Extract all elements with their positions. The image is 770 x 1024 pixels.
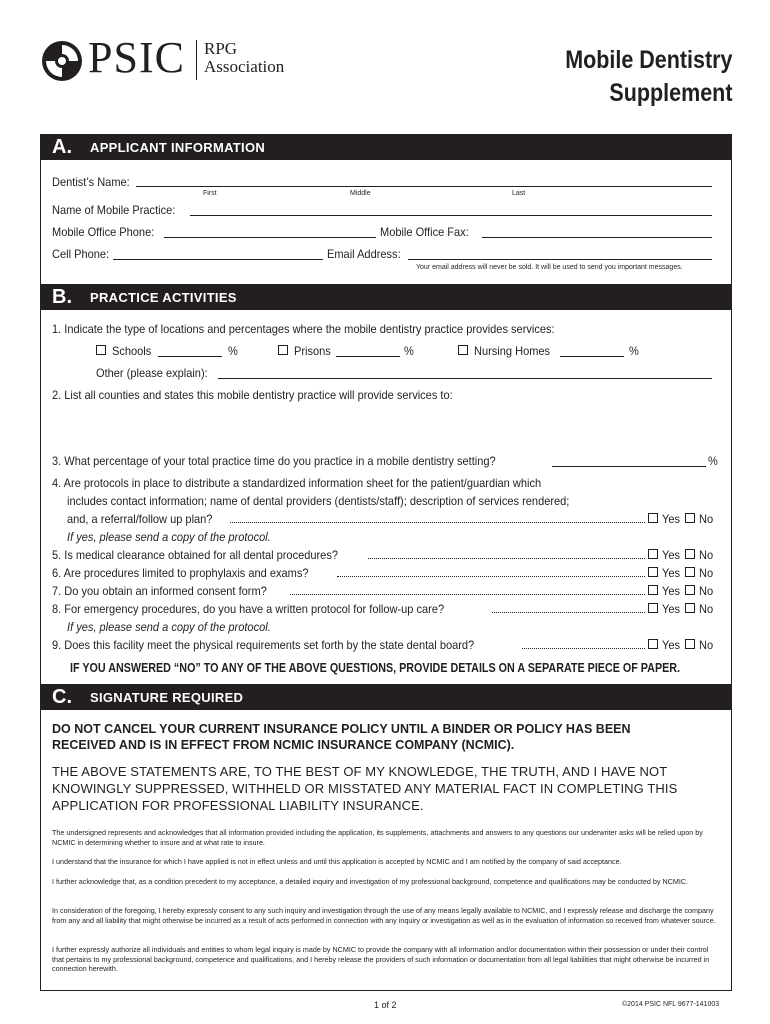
cell-phone-field[interactable]: [113, 259, 323, 260]
question-2: 2. List all counties and states this mobile dentistry practice will provide services to:: [52, 388, 453, 402]
q5-yes-label: Yes: [662, 548, 681, 562]
brand-name: PSIC: [88, 33, 185, 82]
q8-no-label: No: [699, 602, 714, 616]
question-6-leader: [337, 576, 645, 577]
dentist-name-label: Dentist’s Name:: [52, 175, 130, 189]
first-name-caption: First: [203, 190, 217, 197]
brand-divider: [196, 40, 197, 80]
schools-label: Schools: [112, 344, 152, 358]
section-b-letter: B.: [52, 286, 72, 308]
q4-no-checkbox[interactable]: [685, 513, 695, 523]
question-4-line1: 4. Are protocols in place to distribute a standardized information sheet for the patient/guardian which: [52, 476, 542, 490]
prisons-label: Prisons: [294, 344, 331, 358]
q6-no-label: No: [699, 566, 714, 580]
nursing-homes-percent-field[interactable]: [560, 356, 624, 357]
last-name-caption: Last: [512, 190, 526, 197]
q6-yes-label: Yes: [662, 566, 681, 580]
question-4-line3: and, a referral/follow up plan?: [67, 512, 213, 526]
practice-name-label: Name of Mobile Practice:: [52, 203, 176, 217]
question-8: 8. For emergency procedures, do you have a written protocol for follow-up care?: [52, 602, 445, 616]
prisons-percent-sign: %: [404, 344, 414, 358]
nursing-homes-checkbox[interactable]: [458, 345, 468, 355]
q7-no-label: No: [699, 584, 714, 598]
brand-subtitle: [204, 40, 284, 76]
schools-checkbox[interactable]: [96, 345, 106, 355]
middle-name-caption: Middle: [350, 190, 371, 197]
title-line1: Mobile Dentistry: [564, 46, 732, 74]
q5-no-checkbox[interactable]: [685, 549, 695, 559]
office-phone-field[interactable]: [164, 237, 376, 238]
question-4-line2: includes contact information; name of dental providers (dentists/staff); description of services rendered;: [67, 494, 570, 508]
q5-no-label: No: [699, 548, 714, 562]
office-phone-label: Mobile Office Phone:: [52, 225, 155, 239]
question-5-leader: [368, 558, 645, 559]
question-9: 9. Does this facility meet the physical requirements set forth by the state dental board?: [52, 638, 475, 652]
if-no-instruction: IF YOU ANSWERED “NO” TO ANY OF THE ABOVE QUESTIONS, PROVIDE DETAILS ON A SEPARATE PIECE OF PAPER.: [70, 661, 681, 675]
email-label: Email Address:: [327, 247, 401, 261]
question-8-leader: [492, 612, 645, 613]
disclosure-paragraph-3: I further acknowledge that, as a condition precedent to my acceptance, a detailed inquiry and investigation of my professional background, competence and qualifications may be conducted by NCMIC.: [52, 877, 689, 886]
question-6: 6. Are procedures limited to prophylaxis and exams?: [52, 566, 309, 580]
dentist-name-field[interactable]: [136, 186, 712, 187]
q6-no-checkbox[interactable]: [685, 567, 695, 577]
question-4-note: If yes, please send a copy of the protocol.: [67, 530, 271, 544]
q7-yes-checkbox[interactable]: [648, 585, 658, 595]
q7-yes-label: Yes: [662, 584, 681, 598]
disclosure-paragraph-4: In consideration of the foregoing, I hereby expressly consent to any such inquiry and investigation through the use of any means legally available to NCMIC, and I expressly release and discharge the company from any and all liability that might otherwise be incurred as a result of acts performed in connection with any inquiry or investigation as well as in the evaluation of information so received from whatever source.: [52, 906, 716, 925]
q7-no-checkbox[interactable]: [685, 585, 695, 595]
section-c-title: SIGNATURE REQUIRED: [90, 690, 244, 705]
page-number: 1 of 2: [374, 1000, 397, 1010]
schools-percent-field[interactable]: [158, 356, 222, 357]
question-7: 7. Do you obtain an informed consent form?: [52, 584, 267, 598]
section-b-title: PRACTICE ACTIVITIES: [90, 290, 237, 305]
q9-yes-label: Yes: [662, 638, 681, 652]
q9-no-checkbox[interactable]: [685, 639, 695, 649]
question-3: 3. What percentage of your total practice time do you practice in a mobile dentistry setting?: [52, 454, 496, 468]
cancel-warning: DO NOT CANCEL YOUR CURRENT INSURANCE POLICY UNTIL A BINDER OR POLICY HAS BEEN RECEIVED AND IS IN EFFECT FROM NCMIC INSURANCE COMPANY (NCMIC).: [52, 722, 631, 752]
q4-no-label: No: [699, 512, 714, 526]
mobile-percent-sign: %: [708, 454, 718, 468]
q4-yes-checkbox[interactable]: [648, 513, 658, 523]
question-1: 1. Indicate the type of locations and percentages where the mobile dentistry practice provides services:: [52, 322, 555, 336]
other-label: Other (please explain):: [96, 366, 208, 380]
other-field[interactable]: [218, 378, 712, 379]
question-8-note: If yes, please send a copy of the protocol.: [67, 620, 271, 634]
cell-phone-label: Cell Phone:: [52, 247, 110, 261]
nursing-homes-percent-sign: %: [629, 344, 639, 358]
q5-yes-checkbox[interactable]: [648, 549, 658, 559]
q8-yes-label: Yes: [662, 602, 681, 616]
disclosure-paragraph-1: The undersigned represents and acknowledges that all information provided including the application, its supplements, attachments and answers to any questions our underwriter asks will be relied upon by NCMIC in determining whether to insure and at what rate to insure.: [52, 828, 703, 847]
form-code: ©2014 PSIC NFL 9677-141003: [622, 1001, 720, 1008]
email-field[interactable]: [408, 259, 712, 260]
email-note: Your email address will never be sold. It will be used to send you important messages.: [416, 264, 683, 271]
question-7-leader: [290, 594, 645, 595]
disclosure-paragraph-2: I understand that the insurance for which I have applied is not in effect unless and until this application is accepted by NCMIC and I am notified by the company of said acceptance.: [52, 857, 622, 866]
practice-name-field[interactable]: [190, 215, 712, 216]
office-fax-label: Mobile Office Fax:: [380, 225, 469, 239]
section-c-letter: C.: [52, 686, 72, 708]
section-b-header: [40, 284, 732, 310]
q9-no-label: No: [699, 638, 714, 652]
brand-sub-line2: Association: [204, 57, 285, 76]
disclosure-paragraph-5: I further expressly authorize all individuals and entities to whom legal inquiry is made by NCMIC to provide the company with all information and/or documentation within their possession or under their control that pertains to my professional background, competence and qualifications, and I hereby release the providers of such information or documentation from all legal liabilities that might otherwise be incurred in connection herewith.: [52, 945, 710, 974]
title-line2: Supplement: [608, 79, 732, 107]
truth-statement: THE ABOVE STATEMENTS ARE, TO THE BEST OF MY KNOWLEDGE, THE TRUTH, AND I HAVE NOT KNOWINGLY SUPPRESSED, WITHHELD OR MISSTATED ANY MATERIAL FACT IN COMPLETING THIS APPLICATION FOR PROFESSIONAL LIABILITY INSURANCE.: [52, 764, 678, 813]
question-4-leader: [230, 522, 645, 523]
q6-yes-checkbox[interactable]: [648, 567, 658, 577]
question-9-leader: [522, 648, 645, 649]
section-c-header: [40, 684, 732, 710]
section-a-letter: A.: [52, 136, 72, 158]
q4-yes-label: Yes: [662, 512, 681, 526]
office-fax-field[interactable]: [482, 237, 712, 238]
section-a-title: APPLICANT INFORMATION: [90, 140, 266, 155]
nursing-homes-label: Nursing Homes: [474, 344, 551, 358]
document-title: [565, 44, 732, 110]
psic-logo-icon: [41, 40, 83, 82]
schools-percent-sign: %: [228, 344, 238, 358]
prisons-percent-field[interactable]: [336, 356, 400, 357]
question-5: 5. Is medical clearance obtained for all dental procedures?: [52, 548, 338, 562]
brand-sub-line1: RPG: [204, 39, 238, 58]
q9-yes-checkbox[interactable]: [648, 639, 658, 649]
q8-yes-checkbox[interactable]: [648, 603, 658, 613]
prisons-checkbox[interactable]: [278, 345, 288, 355]
q8-no-checkbox[interactable]: [685, 603, 695, 613]
section-a-header: [40, 134, 732, 160]
mobile-percent-field[interactable]: [552, 466, 706, 467]
